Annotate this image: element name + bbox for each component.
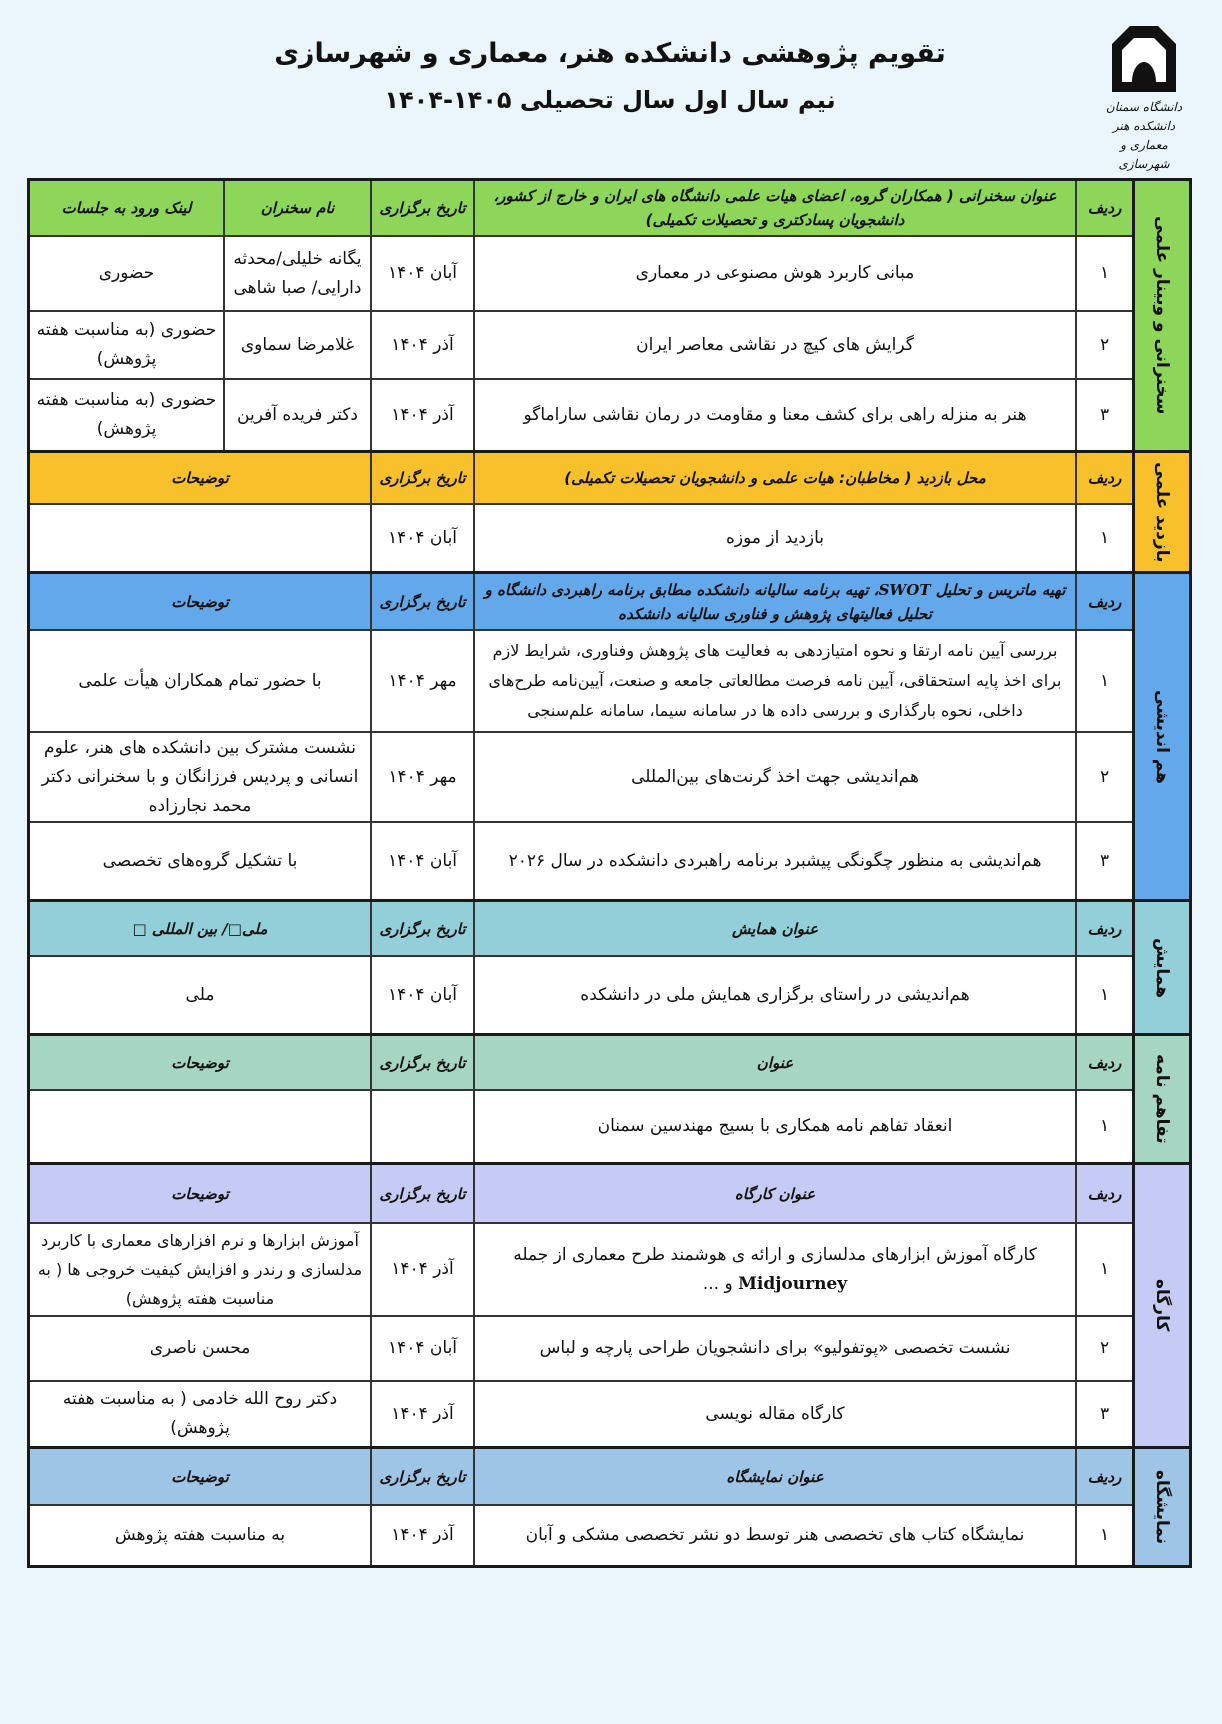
header-notes: توضیحات [171, 1184, 229, 1203]
table-row [30, 505, 1132, 571]
row-date: آذر ۱۴۰۴ [370, 380, 473, 450]
table-row [30, 380, 1132, 450]
row-date: آبان ۱۴۰۴ [370, 237, 473, 310]
row-notes: با حضور تمام همکاران هیأت علمی [78, 670, 322, 691]
row-notes [30, 505, 370, 571]
section-label-workshop: کارگاه [1132, 1165, 1189, 1446]
header-notes: ملی□/ بین المللی □ [132, 919, 268, 938]
header-row [30, 574, 1132, 631]
row-num: ۱ [1075, 957, 1132, 1033]
page-header [0, 0, 1222, 178]
header-num: ردیف [1075, 1449, 1132, 1504]
row-date: آبان ۱۴۰۴ [370, 957, 473, 1033]
table-row [30, 957, 1132, 1033]
row-num: ۱ [1075, 505, 1132, 571]
table-row [30, 1091, 1132, 1162]
header-date: تاریخ برگزاری [370, 181, 473, 235]
row-date: مهر ۱۴۰۴ [370, 733, 473, 821]
section-label-visit: بازدید علمی [1132, 453, 1189, 571]
section-mou [30, 1036, 1189, 1165]
row-link: حضوری (به مناسبت هفته پژوهش) [36, 390, 217, 439]
header-speaker: نام سخنران [223, 181, 370, 235]
row-title: کارگاه آموزش ابزارهای مدلسازی و ارائه ی هوشمند طرح معماری از جمله Midjourney و ... [473, 1224, 1075, 1315]
page-subtitle: نیم سال اول سال تحصیلی ۱۴۰۵-۱۴۰۴ [384, 86, 836, 114]
table-row [30, 1382, 1132, 1446]
section-conference [30, 902, 1189, 1036]
table-row [30, 631, 1132, 733]
row-date: آبان ۱۴۰۴ [370, 823, 473, 899]
research-calendar-table [27, 178, 1192, 1568]
row-notes: محسن ناصری [149, 1338, 251, 1358]
header-notes: توضیحات [171, 592, 229, 611]
header-notes: توضیحات [171, 1467, 229, 1486]
header-title: عنوان [473, 1036, 1075, 1089]
page-title: تقویم پژوهشی دانشکده هنر، معماری و شهرسازی [274, 38, 946, 69]
row-num: ۲ [1075, 312, 1132, 378]
row-notes: ملی [185, 984, 215, 1005]
section-thought [30, 574, 1189, 902]
logo-line-2: دانشکده هنر [1112, 119, 1176, 133]
row-title: هنر به منزله راهی برای کشف معنا و مقاومت در رمان نقاشی ساراماگو [473, 380, 1075, 450]
row-notes: به مناسبت هفته پژوهش [114, 1525, 286, 1545]
row-date: آذر ۱۴۰۴ [370, 312, 473, 378]
row-date: آذر ۱۴۰۴ [370, 1224, 473, 1315]
header-notes: توضیحات [171, 1053, 229, 1072]
header-link: لینک ورود به جلسات [61, 199, 192, 217]
header-row [30, 1165, 1132, 1224]
section-exhibition [30, 1449, 1189, 1565]
table-row [30, 237, 1132, 312]
header-num: ردیف [1075, 1036, 1132, 1089]
row-date: آبان ۱۴۰۴ [370, 1317, 473, 1380]
row-num: ۳ [1075, 823, 1132, 899]
header-title: عنوان سخنرانی ( همکاران گروه، اعضای هیات علمی دانشگاه های ایران و خارج از کشور، دانشجویان پسادکتری و تحصیلات تکمیلی) [473, 181, 1075, 235]
row-title: نمایشگاه کتاب های تخصصی هنر توسط دو نشر تخصصی مشکی و آبان [473, 1506, 1075, 1565]
row-num: ۱ [1075, 1224, 1132, 1315]
section-visit [30, 453, 1189, 574]
header-title: عنوان کارگاه [473, 1165, 1075, 1222]
row-link: حضوری (به مناسبت هفته پژوهش) [36, 320, 217, 369]
row-date: آذر ۱۴۰۴ [370, 1506, 473, 1565]
university-emblem-icon [1106, 22, 1182, 94]
row-title: هم‌اندیشی در راستای برگزاری همایش ملی در دانشکده [473, 957, 1075, 1033]
section-label-exhibition: نمایشگاه [1132, 1449, 1189, 1565]
header-row [30, 1449, 1132, 1506]
row-title: بازدید از موزه [473, 505, 1075, 571]
table-row [30, 1506, 1132, 1565]
row-num: ۱ [1075, 237, 1132, 310]
university-logo [1096, 22, 1192, 172]
header-date: تاریخ برگزاری [370, 1449, 473, 1504]
header-date: تاریخ برگزاری [370, 1036, 473, 1089]
logo-line-1: دانشگاه سمنان [1105, 100, 1183, 114]
row-date: مهر ۱۴۰۴ [370, 631, 473, 731]
header-title: عنوان همایش [473, 902, 1075, 955]
section-workshop [30, 1165, 1189, 1449]
row-num: ۱ [1075, 1506, 1132, 1565]
header-date: تاریخ برگزاری [370, 453, 473, 503]
row-num: ۲ [1075, 733, 1132, 821]
header-num: ردیف [1075, 453, 1132, 503]
header-row [30, 453, 1132, 505]
header-num: ردیف [1075, 1165, 1132, 1222]
header-notes: توضیحات [171, 469, 229, 487]
row-speaker: یگانه خلیلی/محدثه دارایی/ صبا شاهی [223, 237, 370, 310]
row-title: بررسی آیین نامه ارتقا و نحوه امتیازدهی به فعالیت های پژوهش وفناوری، شرایط لازم برای اخذ پایه استحقاقی، آیین نامه فرصت مطالعاتی جامعه و صنعت، آیین‌نامه طرح‌های داخلی، نحوه بارگذاری و بررسی داده ها در سامانه سیما، سامانه علم‌سنجی [473, 631, 1075, 731]
row-date [370, 1091, 473, 1162]
section-label-mou: تفاهم نامه [1132, 1036, 1189, 1162]
row-link: حضوری [98, 263, 155, 283]
header-row [30, 1036, 1132, 1091]
header-title: عنوان نمایشگاه [473, 1449, 1075, 1504]
logo-line-3: معماری و شهرسازی [1118, 138, 1170, 171]
row-num: ۱ [1075, 631, 1132, 731]
table-row [30, 1317, 1132, 1382]
row-notes: با تشکیل گروه‌های تخصصی [102, 850, 298, 871]
header-title: تهیه ماتریس و تحلیل SWOT، تهیه برنامه سالیانه دانشکده مطابق برنامه راهبردی دانشگاه و تحلیل فعالیتهای پژوهش و فناوری سالیانه دانشکده [473, 574, 1075, 629]
row-notes: دکتر روح الله خادمی ( به مناسبت هفته پژوهش) [62, 1389, 338, 1438]
section-label-lecture: سخنرانی و وبینار علمی [1132, 181, 1189, 450]
header-num: ردیف [1075, 902, 1132, 955]
section-lecture [30, 181, 1189, 453]
table-row [30, 823, 1132, 899]
header-date: تاریخ برگزاری [370, 574, 473, 629]
row-notes: نشست مشترک بین دانشکده های هنر، علوم انسانی و پردیس فرزانگان و با سخنرانی دکتر محمد نجارزاده [41, 737, 359, 816]
section-label-thought: هم اندیشی [1132, 574, 1189, 899]
table-row [30, 1224, 1132, 1317]
row-title: کارگاه مقاله نویسی [473, 1382, 1075, 1446]
header-date: تاریخ برگزاری [370, 902, 473, 955]
row-title: هم‌اندیشی جهت اخذ گرنت‌های بین‌المللی [473, 733, 1075, 821]
row-num: ۱ [1075, 1091, 1132, 1162]
section-label-conference: همایش [1132, 902, 1189, 1033]
row-speaker: غلامرضا سماوی [223, 312, 370, 378]
header-title: محل بازدید ( مخاطبان: هیات علمی و دانشجویان تحصیلات تکمیلی) [473, 453, 1075, 503]
row-title: هم‌اندیشی به منظور چگونگی پیشبرد برنامه راهبردی دانشکده در سال ۲۰۲۶ [473, 823, 1075, 899]
table-row [30, 733, 1132, 823]
row-num: ۲ [1075, 1317, 1132, 1380]
header-date: تاریخ برگزاری [370, 1165, 473, 1222]
table-row [30, 312, 1132, 380]
row-title: انعقاد تفاهم نامه همکاری با بسیج مهندسین سمنان [473, 1091, 1075, 1162]
row-num: ۳ [1075, 1382, 1132, 1446]
row-date: آذر ۱۴۰۴ [370, 1382, 473, 1446]
row-title: مبانی کاربرد هوش مصنوعی در معماری [473, 237, 1075, 310]
row-title: نشست تخصصی «پوتفولیو» برای دانشجویان طراحی پارچه و لباس [473, 1317, 1075, 1380]
header-row [30, 181, 1132, 237]
row-date: آبان ۱۴۰۴ [370, 505, 473, 571]
header-num: ردیف [1075, 181, 1132, 235]
row-notes [30, 1091, 370, 1162]
row-num: ۳ [1075, 380, 1132, 450]
row-notes: آموزش ابزارها و نرم افزارهای معماری با کاربرد مدلسازی و رندر و افزایش کیفیت خروجی ها ( به مناسبت هفته پژوهش) [37, 1231, 363, 1308]
header-row [30, 902, 1132, 957]
row-title: گرایش های کیچ در نقاشی معاصر ایران [473, 312, 1075, 378]
row-speaker: دکتر فریده آفرین [223, 380, 370, 450]
header-num: ردیف [1075, 574, 1132, 629]
